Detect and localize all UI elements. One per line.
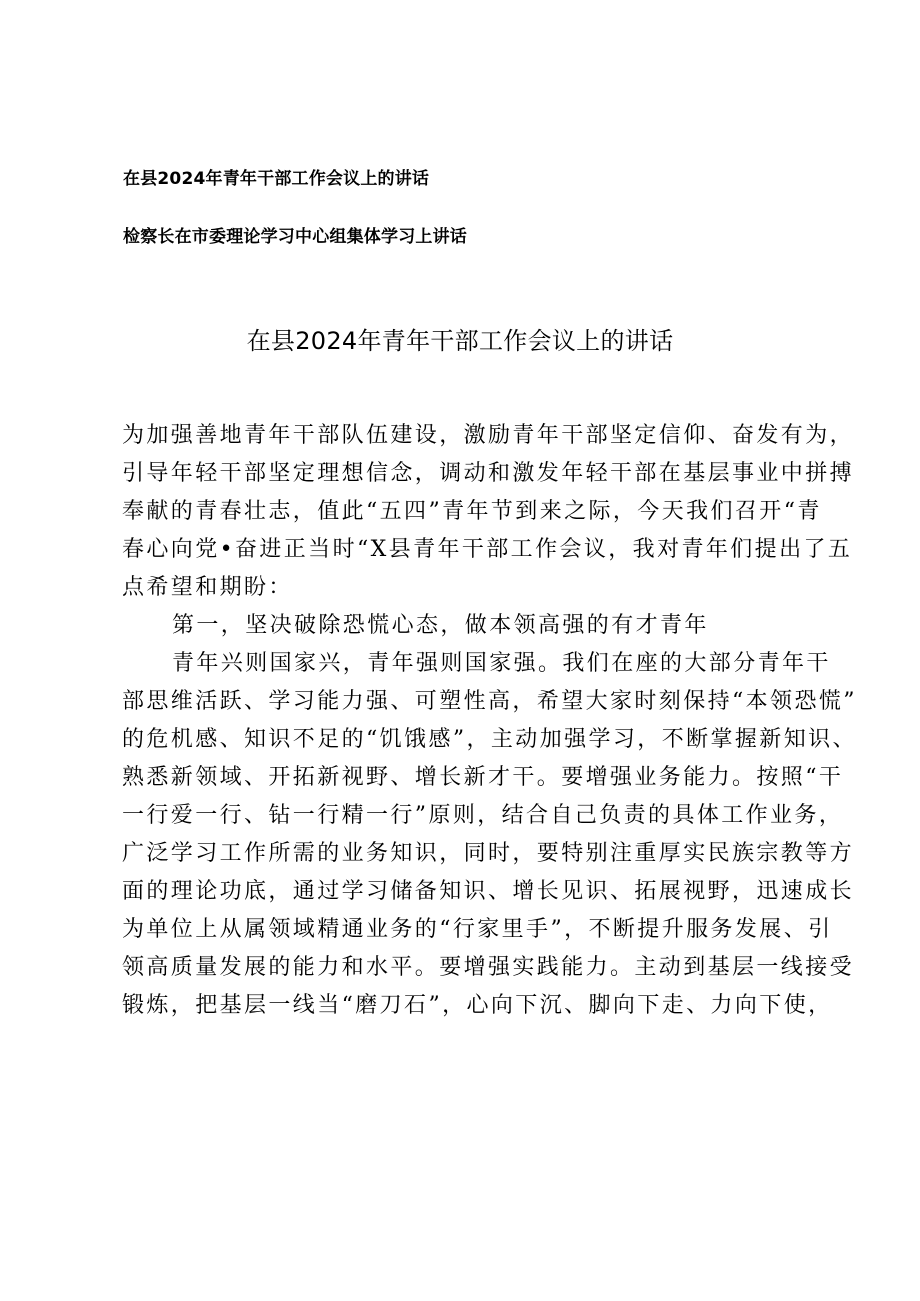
document-title: 在县2024年青年干部工作会议上的讲话: [246, 327, 674, 355]
paragraph-3-line-4: 熟悉新领域、开拓新视野、增长新才干。要增强业务能力。按照“干: [122, 765, 844, 790]
paragraph-3-line-2: 部思维活跃、学习能力强、可塑性高，希望大家时刻保持“本领恐慌”: [122, 689, 857, 714]
paragraph-1-line-4: 春心向党•奋进正当时“X县青年干部工作会议，我对青年们提出了五: [122, 537, 853, 562]
paragraph-1-line-5: 点希望和期盼：: [122, 575, 293, 600]
section-heading-1: 第一，坚决破除恐慌心态，做本领高强的有才青年: [172, 613, 709, 638]
paragraph-1-line-1: 为加强善地青年干部队伍建设，激励青年干部坚定信仰、奋发有为，: [122, 423, 855, 448]
paragraph-3-line-6: 广泛学习工作所需的业务知识，同时，要特别注重厚实民族宗教等方: [122, 841, 855, 866]
toc-item-2[interactable]: 检察长在市委理论学习中心组集体学习上讲话: [123, 227, 467, 247]
paragraph-3-line-9: 领高质量发展的能力和水平。要增强实践能力。主动到基层一线接受: [122, 955, 855, 980]
paragraph-1-line-3: 奉献的青春壮志，值此“五四”青年节到来之际，今天我们召开“青: [122, 499, 822, 524]
paragraph-3-line-8: 为单位上从属领域精通业务的“行家里手”，不断提升服务发展、引: [122, 917, 833, 942]
paragraph-3-line-3: 的危机感、知识不足的“饥饿感”，主动加强学习，不断掌握新知识、: [122, 727, 857, 752]
paragraph-3-line-7: 面的理论功底，通过学习储备知识、增长见识、拓展视野，迅速成长: [122, 879, 855, 904]
toc-item-1[interactable]: 在县2024年青年干部工作会议上的讲话: [123, 169, 430, 189]
document-body: [122, 417, 857, 1025]
paragraph-1-line-2: 引导年轻干部坚定理想信念，调动和激发年轻干部在基层事业中拼搏: [122, 461, 855, 486]
paragraph-3-line-5: 一行爱一行、钻一行精一行”原则，结合自己负责的具体工作业务，: [122, 803, 844, 828]
paragraph-3-line-10: 锻炼，把基层一线当“磨刀石”，心向下沉、脚向下走、力向下使，: [122, 993, 833, 1018]
paragraph-3-line-1: 青年兴则国家兴，青年强则国家强。我们在座的大部分青年干: [172, 651, 831, 676]
